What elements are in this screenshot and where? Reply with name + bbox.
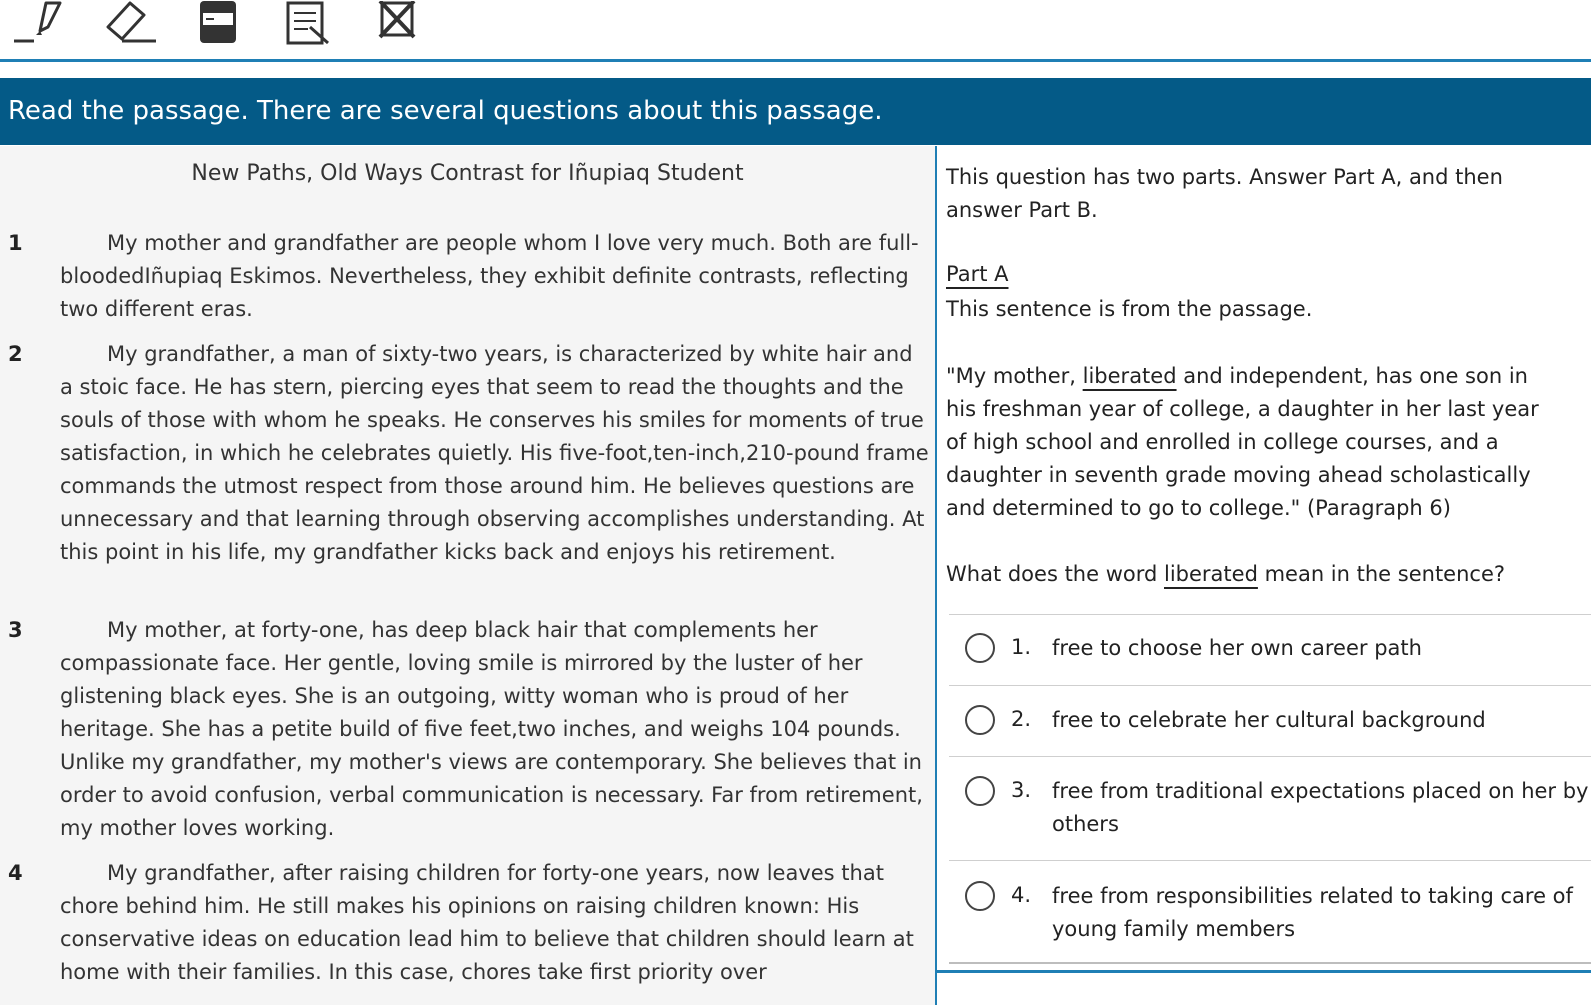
paragraph-number: 4	[8, 861, 23, 885]
passage-panel[interactable]	[0, 146, 935, 1005]
option-label: free from responsibilities related to taking care of young family members	[1052, 884, 1573, 941]
option-label: free to celebrate her cultural background	[1052, 708, 1486, 732]
sentence-intro: This sentence is from the passage.	[946, 297, 1313, 321]
radio-button[interactable]	[965, 705, 995, 735]
question-intro-line-2: answer Part B.	[946, 198, 1098, 222]
quoted-sentence-line-2: his freshman year of college, a daughter in her last year	[946, 397, 1539, 421]
answer-eliminator-icon	[368, 1, 428, 45]
option-number: 3.	[1011, 778, 1032, 802]
question-prompt: What does the word liberated mean in the sentence?	[946, 562, 1506, 586]
eraser-tool-button[interactable]	[100, 0, 160, 46]
answer-eliminator-tool-button[interactable]	[368, 0, 428, 46]
answer-option-3[interactable]	[949, 756, 1591, 860]
part-a-label: Part A	[946, 262, 1009, 286]
question-intro-line-1: This question has two parts. Answer Part A, and then	[946, 165, 1503, 189]
option-number: 1.	[1011, 635, 1032, 659]
eraser-icon	[100, 1, 160, 45]
radio-button[interactable]	[965, 633, 995, 663]
answer-option-4[interactable]	[949, 860, 1591, 965]
options-bottom-border	[949, 962, 1591, 964]
notepad-icon	[280, 1, 336, 45]
toolbar	[0, 0, 1591, 60]
notepad-tool-button[interactable]	[278, 0, 338, 46]
paragraph-text: My mother, at forty-one, has deep black hair that complements her compassionate face. Her gentle, loving smile is mirrored by the luster of her glistening black eyes. She is an outgoing, witty woman who is proud of her heritage. She has a petite build of five feet,two inches, and weighs 104 pounds. Unlike my grandfather, my mother's views are contemporary. She believes that in order to avoid confusion, verbal communication is necessary. Far from retirement, my mother loves working.	[60, 618, 923, 840]
target-word: liberated	[1164, 562, 1258, 586]
radio-button[interactable]	[965, 881, 995, 911]
paragraph-text: My grandfather, after raising children for forty-one years, now leaves that chore behind him. He still makes his opinions on raising children known: His conservative ideas on education lead him to believe that children should learn at home with their families. In this case, chores take first priority over	[60, 861, 914, 984]
quoted-sentence-line-3: of high school and enrolled in college courses, and a	[946, 430, 1499, 454]
radio-button[interactable]	[965, 776, 995, 806]
toolbar-divider	[0, 59, 1591, 62]
target-word: liberated	[1082, 364, 1177, 388]
instruction-banner: Read the passage. There are several questions about this passage.	[0, 78, 1591, 145]
paragraph-number: 3	[8, 618, 23, 642]
answer-option-1[interactable]	[949, 614, 1591, 685]
paragraph-text: My grandfather, a man of sixty-two years, is characterized by white hair and a stoic face. He has stern, piercing eyes that seem to read the thoughts and the souls of those with whom he speaks. He conserves his smiles for moments of true satisfaction, in which he celebrates quietly. His five-foot,ten-inch,210-pound frame commands the utmost respect from those around him. He believes questions are unnecessary and that learning through observing accomplishes understanding. At this point in his life, my grandfather kicks back and enjoys his retirement.	[60, 342, 929, 564]
option-label: free to choose her own career path	[1052, 636, 1422, 660]
paragraph-number: 2	[8, 342, 23, 366]
quoted-sentence-line-1: "My mother, liberated and independent, has one son in	[946, 364, 1528, 388]
highlighter-tool-button[interactable]	[10, 0, 70, 46]
answer-option-2[interactable]	[949, 685, 1591, 756]
line-reader-tool-button[interactable]	[188, 0, 248, 46]
paragraph-number: 1	[8, 231, 23, 255]
option-label: free from traditional expectations placed on her by others	[1052, 779, 1589, 836]
bottom-divider	[937, 970, 1591, 973]
highlighter-icon	[12, 1, 68, 45]
quoted-sentence-line-4: daughter in seventh grade moving ahead scholastically	[946, 463, 1531, 487]
option-number: 2.	[1011, 707, 1032, 731]
option-number: 4.	[1011, 883, 1032, 907]
line-reader-icon	[194, 1, 242, 45]
quoted-sentence-line-5: and determined to go to college." (Paragraph 6)	[946, 496, 1451, 520]
answer-options	[949, 614, 1591, 965]
passage-title: New Paths, Old Ways Contrast for Iñupiaq Student	[191, 161, 744, 186]
question-panel[interactable]	[937, 146, 1591, 1005]
paragraph-text: My mother and grandfather are people whom I love very much. Both are full-bloodedIñupiaq Eskimos. Nevertheless, they exhibit definite contrasts, reflecting two different eras.	[60, 231, 919, 321]
